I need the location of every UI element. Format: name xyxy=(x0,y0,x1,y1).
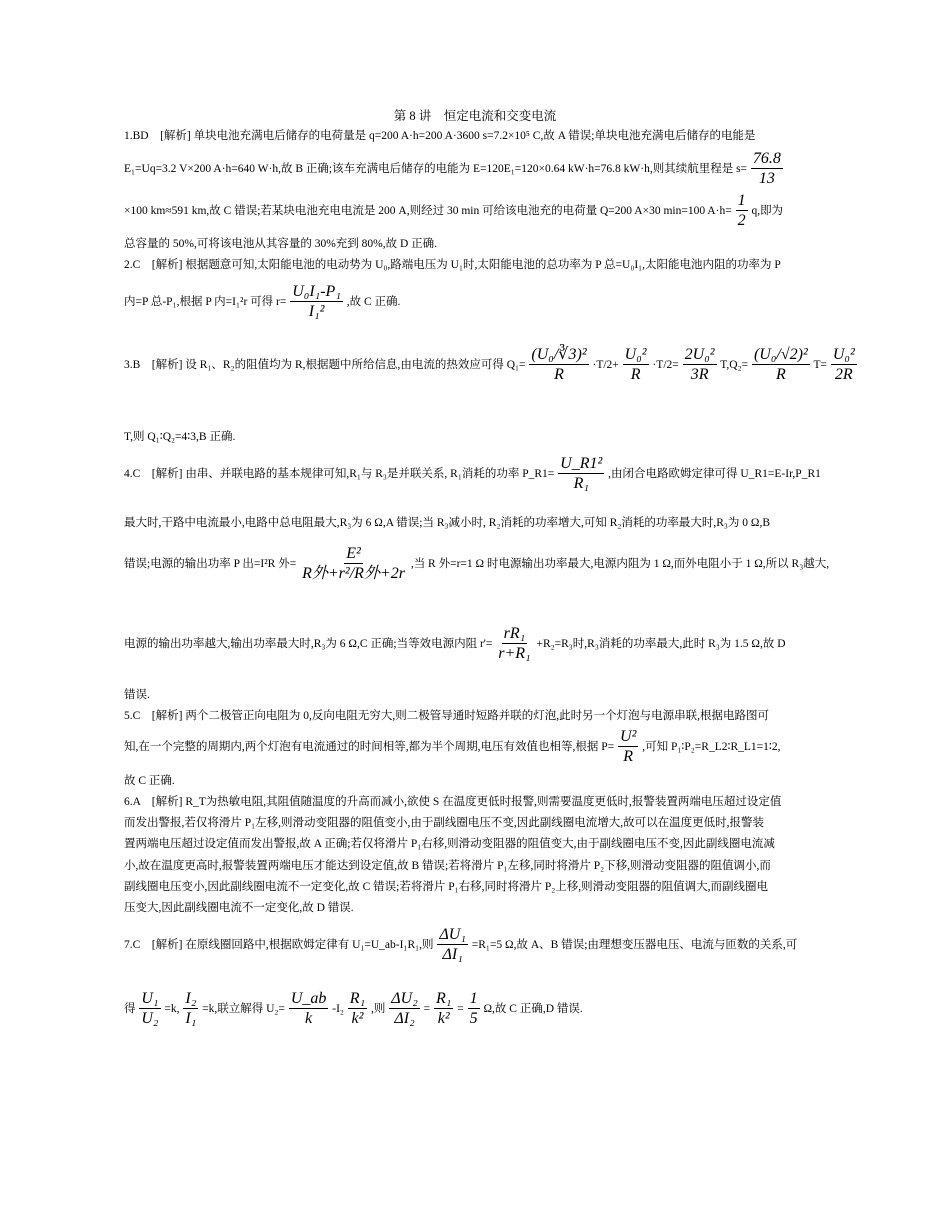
fraction: $\frac{1}{2}$ xyxy=(737,192,746,229)
q6-line-3: 置两端电压超过设定值而发出警报,故 A 正确;若仅将滑片 P₁右移,则滑动变阻器的阻值变大,由于副线圈电压不变,因此副线圈电流减 xyxy=(124,838,775,850)
q2-line-2: 内=P 总-P₁,根据 P 内=I₁²r 可得 r= $\frac{\text{U₀I₁-P₁}}{\text{I₁²}}$ ,故 C 正确. xyxy=(124,283,401,320)
fraction: $\frac{\text{I₂}}{\text{I₁}}$ xyxy=(185,990,197,1027)
q7-line-2: 得 $\frac{\text{U₁}}{\text{U₂}}$ =k, $\frac{\text{I₂}}{\text{I₁}}$ =k,联立解得 U₂= $\frac{U\_ab}{k}$ -I₂ $\frac{\text{R₁}}{\text{k²}}$ ,则 $\frac{\text{ΔU₂}}{\text{ΔI₂}}$ = $\frac{\text{R₁}}{\text{k²}}$ = $\frac{1}{5}$ Ω,故 C 正确,D 错误. xyxy=(124,990,583,1027)
q4-line-4: 电源的输出功率越大,输出功率最大时,R₃为 6 Ω,C 正确;当等效电源内阻 r'= $\frac{\text{rR₁}}{\text{r+R₁}}$ +R₂=R₃时,R₃消耗的功率最大,此时 R₃为 1.5 Ω,故 D xyxy=(124,625,786,662)
q1-line-3: ×100 km≈591 km,故 C 错误;若某块电池充电电流是 200 A,则经过 30 min 可给该电池充的电荷量 Q=200 A×30 min=100 A·h= $\frac{1}{2}$ q,即为 xyxy=(124,192,784,229)
q6-line-4: 小,故在温度更高时,报警装置两端电压才能达到设定值,故 B 错误;若将滑片 P₁左移,同时将滑片 P₂下移,则滑动变阻器的阻值调小,而 xyxy=(124,860,771,872)
page-title: 第 8 讲 恒定电流和交变电流 xyxy=(393,109,557,123)
q7-line-1: 7.C [解析] 在原线圈回路中,根据欧姆定律有 U₁=U_ab-I₁R₁,则 $\frac{\text{ΔU₁}}{\text{ΔI₁}}$ =R₁=5 Ω,故 A、B 错误;由理想变压器电压、电流与匝数的关系,可 xyxy=(124,926,798,963)
q6-line-5: 副线圈电压变小,因此副线圈电流不一定变化,故 C 错误;若将滑片 P₁右移,同时将滑片 P₂上移,则滑动变阻器的阻值调大,而副线圈电 xyxy=(124,881,769,893)
fraction: $\frac{\text{E²}}{\text{R外+r²/R外+2r}}$ xyxy=(302,545,405,582)
fraction: $\frac{\text{U₀²}}{2R}$ xyxy=(832,346,855,383)
q4-line-2: 最大时,干路中电流最小,电路中总电阻最大,R₃为 6 Ω,A 错误;当 R₃减小时, R₂消耗的功率增大,可知 R₂消耗的功率最大时,R₃为 0 Ω,B xyxy=(124,517,771,529)
fraction: $\frac{\text{U²}}{R}$ xyxy=(620,728,637,765)
q4-line-1: 4.C [解析] 由串、并联电路的基本规律可知,R₁与 R₃是并联关系, R₁消耗的功率 P_R1= $\frac{\text{U\_R1²}}{\text{R₁}}$ ,由闭合电路欧姆定律可得 U_R1=E-Ir,P_R1 xyxy=(124,455,821,492)
fraction: $\frac{\text{(U₀/√2)²}}{R}$ xyxy=(753,346,808,383)
q2-line-1: 2.C [解析] 根据题意可知,太阳能电池的电动势为 U₀,路端电压为 U₁时,太阳能电池的总功率为 P 总=U₀I₁,太阳能电池内阻的功率为 P xyxy=(124,259,781,271)
q6-line-2: 而发出警报,若仅将滑片 P₁左移,则滑动变阻器的阻值变小,由于副线圈电压不变,因此副线圈电流增大,故可以在温度更低时,报警装 xyxy=(124,817,765,829)
q3-line-2: T,则 Q₁∶Q₂=4∶3,B 正确. xyxy=(124,431,236,443)
q1-line-4: 总容量的 50%,可将该电池从其容量的 30%充到 80%,故 D 正确. xyxy=(124,238,438,250)
fraction: $\frac{\text{R₁}}{\text{k²}}$ xyxy=(349,990,366,1027)
q6-line-1: 6.A [解析] R_T为热敏电阻,其阻值随温度的升高而减小,欲使 S 在温度更低时报警,则需要温度更低时,报警装置两端电压超过设定值 xyxy=(124,796,782,808)
fraction: $\frac{\text{U₀I₁-P₁}}{\text{I₁²}}$ xyxy=(292,283,341,320)
fraction: $\frac{\text{U₁}}{\text{U₂}}$ xyxy=(141,990,159,1027)
fraction: $\frac{\text{U₀²}}{R}$ xyxy=(624,346,647,383)
fraction: $\frac{\text{rR₁}}{\text{r+R₁}}$ xyxy=(498,625,531,662)
fraction: $\frac{\text{R₁}}{\text{k²}}$ xyxy=(436,990,452,1027)
q1-line-2: E₁=Uq=3.2 V×200 A·h=640 W·h,故 B 正确;该车充满电后储存的电能为 E=120E₁=120×0.64 kW·h=76.8 kW·h,则其续航里程是 s= $\frac{76.8}{13}$ xyxy=(124,150,781,187)
q4-line-5: 错误. xyxy=(124,689,150,701)
fraction: $\frac{\text{ΔU₁}}{\text{ΔI₁}}$ xyxy=(439,926,466,963)
fraction: $\frac{U\_ab}{k}$ xyxy=(290,990,327,1027)
q4-line-3: 错误;电源的输出功率 P 出=I²R 外= $\frac{\text{E²}}{\text{R外+r²/R外+2r}}$ ,当 R 外=r=1 Ω 时电源输出功率最大,电源内阻为 1 Ω,而外电阻小于 1 Ω,所以 R₃越大, xyxy=(124,545,830,582)
q1-line-1: 1.BD [解析] 单块电池充满电后储存的电荷量是 q=200 A·h=200 A·3600 s=7.2×10⁵ C,故 A 错误;单块电池充满电后储存的电能是 xyxy=(124,130,756,142)
q6-line-6: 压变大,因此副线圈电流不一定变化,故 D 错误. xyxy=(124,902,354,914)
fraction: $\frac{1}{5}$ xyxy=(469,990,478,1027)
q5-line-2: 知,在一个完整的周期内,两个灯泡有电流通过的时间相等,都为半个周期,电压有效值也相等,根据 P= $\frac{\text{U²}}{R}$ ,可知 P₁∶P₂=R_L2∶R_L1=1∶2, xyxy=(124,728,781,765)
fraction: $\frac{\text{2U₀²}}{3R}$ xyxy=(684,346,715,383)
fraction: $\frac{\text{(U₀/∛3)²}}{R}$ xyxy=(531,346,587,383)
q3-line-1: 3.B [解析] 设 R₁、R₂的阻值均为 R,根据题中所给信息,由电流的热效应可得 Q₁= $\frac{\text{(U₀/∛3)²}}{R}$ ·T/2+ $\frac{\text{U₀²}}{R}$ ·T/2= $\frac{\text{2U₀²}}{3R}$ T,Q₂= $\frac{\text{(U₀/√2)²}}{R}$ T= $\frac{\text{U₀²}}{2R}$ xyxy=(124,346,855,383)
fraction: $\frac{\text{ΔU₂}}{\text{ΔI₂}}$ xyxy=(391,990,418,1027)
q5-line-3: 故 C 正确. xyxy=(124,775,175,787)
q5-line-1: 5.C [解析] 两个二极管正向电阻为 0,反向电阻无穷大,则二极管导通时短路并联的灯泡,此时另一个灯泡与电源串联,根据电路图可 xyxy=(124,710,769,722)
fraction: $\frac{\text{U\_R1²}}{\text{R₁}}$ xyxy=(560,455,603,492)
fraction: $\frac{76.8}{13}$ xyxy=(752,150,781,187)
